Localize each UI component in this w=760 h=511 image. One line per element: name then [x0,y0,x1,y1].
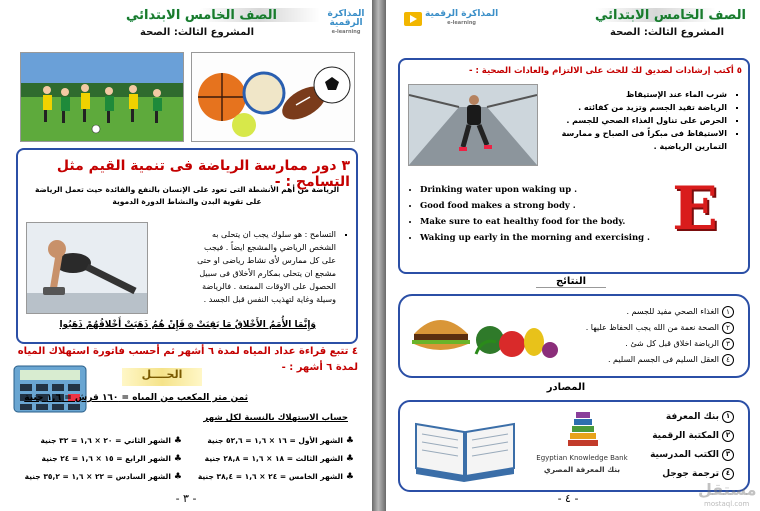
tolerance-text [146,228,346,306]
logo-sub: e-learning [447,20,476,26]
result-item [554,320,734,336]
tolerance-line: ▪ التسامح : هو سلوك يجب ان يتحلى به [146,228,336,241]
month-row [184,450,354,468]
source-item [634,427,734,446]
page-3 [0,0,372,511]
number-badge: ٤ [722,468,734,480]
page-number: - ٣ - [175,492,197,505]
tolerance-line: على كل ممارس لأى نشاط رياضى او حتى [197,256,336,265]
section-5-title: ٥ أكتب إرشادات لصديق لك للحث على الالتزام والعادات الصحية : - [468,66,742,76]
tolerance-line: الشخص الرياضي والمشجع ايضاً . فيجب [203,243,336,252]
result-item [554,352,734,368]
sports-balls-photo [191,52,355,142]
source-text: ترجمة جوجل [662,469,719,479]
month-value: الشهر الأول = ١٦ × ١,٦ = ٥٢,٦ جنية [207,436,343,445]
number-badge: ٣ [722,449,734,461]
months-right-column [184,432,354,486]
ekb-english-name: Egyptian Knowledge Bank [536,454,628,462]
result-text: الغذاء الصحي مفيد للجسم . [626,307,719,316]
club-icon: ♣ [345,436,354,446]
project-title: المشروع الثالث: الصحة [610,27,724,38]
number-badge: ٣ [722,338,734,350]
month-row [12,450,182,468]
section-5-card [398,58,750,274]
logo-sub: e-learning [331,29,361,35]
results-card [398,294,750,378]
club-icon: ♣ [345,472,354,482]
tip-item: ▪ شرب الماء عند الإستيقاظ [539,88,727,101]
meter-price: ثمن متر المكعب من المياه = ١٦٠ قرش = ١,٦ جنية [24,393,248,403]
grade-title: الصف الخامس الابتدائي [594,8,746,23]
source-text: الكتب المدرسية [650,450,719,460]
club-icon: ♣ [173,454,182,464]
tip-item: ▪ الاستيقاظ فى مبكراً فى الصباح و ممارسة [539,127,727,140]
sports-intro: الرياضة من أهم الأنشطة التى تعود على الإنسان بالنفع والفائدة حيث تعمل الرياضة على تقوية البدن والنشاط الدورة الدموية [34,185,340,206]
month-value: الشهر الخامس = ٢٤ × ١,٦ = ٣٨,٤ جنية [197,472,343,481]
play-logo-icon [404,12,422,26]
number-badge: ٢ [722,322,734,334]
section-3-title: ٣ دور ممارسة الرياضة فى تنمية القيم مثل التسامح : - [56,158,350,190]
number-badge: ٤ [722,354,734,366]
tip-item: • Good food makes a strong body . [420,198,690,214]
club-icon: ♣ [173,436,182,446]
runner-photo [408,84,538,166]
project-title: المشروع الثالث: الصحة [140,27,254,38]
section-4-title: ٤ تتبع قراءة عداد المياه لمدة ٦ أشهر ثم أحسب فاتورة استهلاك المياه [17,346,358,357]
page-number: - ٤ - [557,492,579,505]
number-badge: ١ [722,411,734,423]
ekb-arabic-name: بنك المعرفة المصري [543,465,621,474]
sources-card [398,400,750,492]
calculator-image [10,364,90,414]
tip-item: • Drinking water upon waking up . [420,182,690,198]
tolerance-line: الحصول على الاوقات الممتعة . فالرياضة [202,282,336,291]
months-left-column [12,432,182,486]
sources-list [634,408,734,484]
results-title: النتائج [536,276,606,288]
result-text: الصحة نعمة من الله يجب الحفاظ عليها . [585,323,719,332]
kids-soccer-photo [20,52,184,142]
month-row [184,432,354,450]
logo [320,10,372,37]
page-4 [386,0,760,511]
sources-title: المصادر [546,382,586,393]
grade-title: الصف الخامس الابتدائي [125,8,277,23]
section-3-card [16,148,358,344]
arabic-tips-list [539,88,738,153]
club-icon: ♣ [345,454,354,464]
monthly-title: حساب الاستهلاك بالنسبة لكل شهر [203,413,348,423]
letter-e-image: E [672,174,718,244]
english-tips-list [408,182,690,246]
source-item [634,408,734,427]
number-badge: ١ [722,306,734,318]
result-text: العقل السليم فى الجسم السليم . [607,355,719,364]
month-row [12,468,182,486]
logo-text: المذاكرة الرقمية [425,9,499,19]
tip-item: ▪ الحرص على تناول الغذاء الصحي للجسم . [539,114,727,127]
logo [404,10,498,28]
source-text: بنك المعرفة [665,412,719,422]
club-icon: ♣ [173,472,182,482]
results-list [554,304,734,368]
result-text: الرياضة اخلاق قبل كل شئ . [625,339,719,348]
month-value: الشهر الثالث = ١٨ × ١,٦ = ٢٨,٨ جنية [204,454,343,463]
month-row [12,432,182,450]
tip-item: ▪ الرياضة تفيد الجسم وتزيد من كفائته . [539,101,727,114]
month-value: الشهر الرابع = ١٥ × ١,٦ = ٢٤ جنية [41,454,171,463]
month-value: الشهر الثاني = ٢٠ × ١,٦ = ٣٢ جنية [40,436,171,445]
book-image [410,410,520,482]
poetry-verse: وَإِنَّمَا الأُمَمُ الأَخْلاقُ مَا بَقِيَتْ ۞ فَإِنْ هُمُ ذَهَبَتْ أَخْلاقُهُمْ ذَهَبُوا [59,320,316,330]
tip-item: • Make sure to eat healthy food for the body. [420,214,690,230]
section-4-title-line2: لمدة ٦ أشهر : - [281,362,358,373]
month-value: الشهر السادس = ٢٢ × ١,٦ = ٣٥,٢ جنية [24,472,171,481]
solution-label: الحــــل [122,368,202,386]
month-row [184,468,354,486]
watermark-url: mostaql.com [704,500,750,508]
result-item [554,336,734,352]
result-item [554,304,734,320]
pushup-man-photo [26,222,148,314]
source-item [634,446,734,465]
tip-item: • Waking up early in the morning and exercising . [420,230,690,246]
healthy-food-image [410,304,560,368]
logo-text: المذاكرة الرقمية [327,9,365,28]
page-gutter [372,0,386,511]
watermark: مستقل [698,480,757,499]
number-badge: ٢ [722,430,734,442]
tip-item: التمارين الرياضية . [653,142,727,151]
tolerance-line: وسيلة وغاية لتهذيب النفس قبل الجسد . [203,295,336,304]
tolerance-line: مشجع ان يتحلى بمكارم الأخلاق فى سبيل [199,269,336,278]
source-text: المكتبة الرقمية [652,431,719,441]
